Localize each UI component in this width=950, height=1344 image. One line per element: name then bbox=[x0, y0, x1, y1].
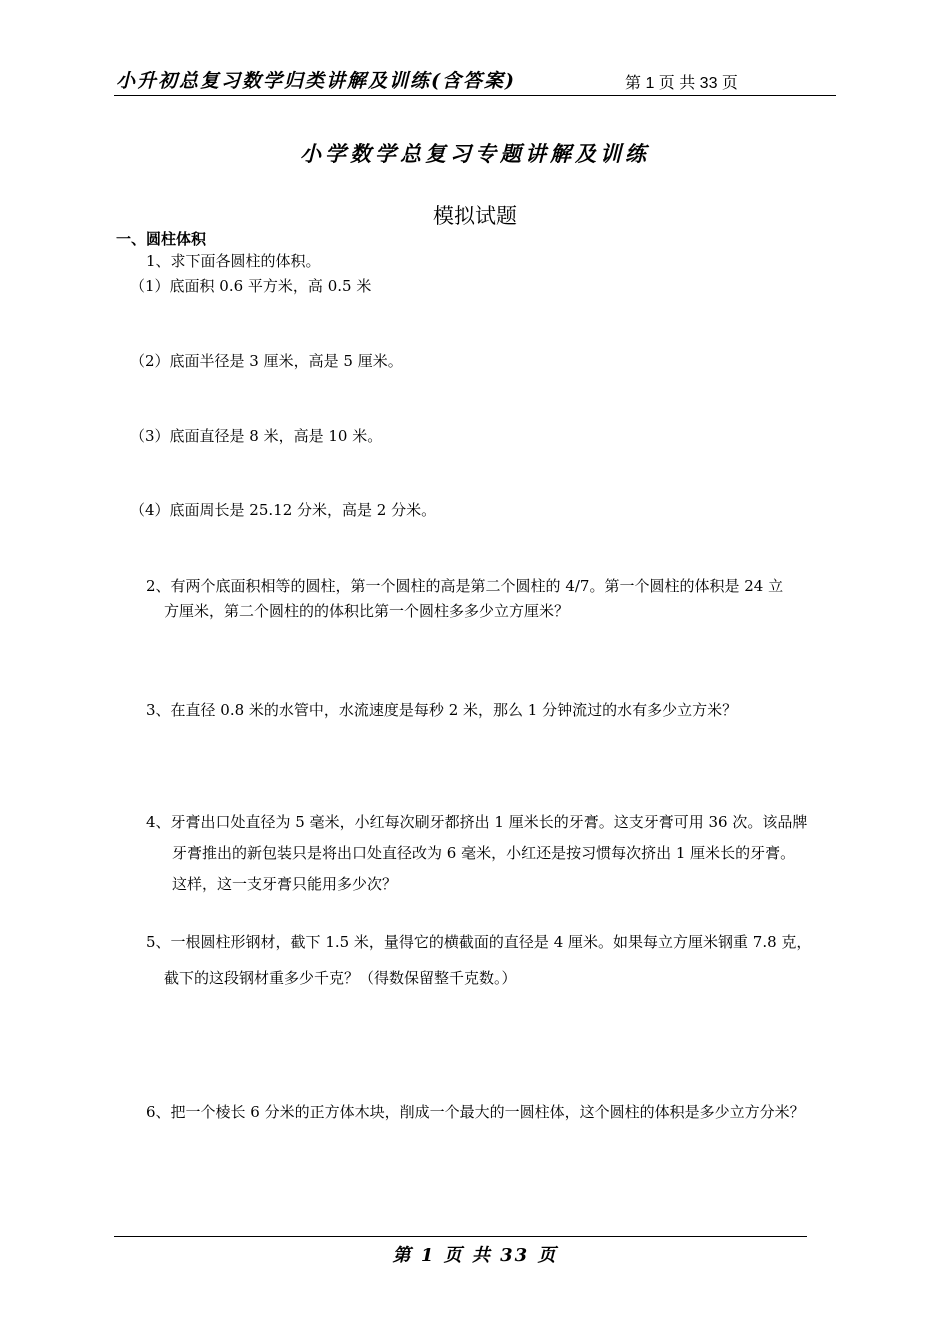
question-6: 6、把一个棱长 6 分米的正方体木块，削成一个最大的一圆柱体，这个圆柱的体积是多少立方分米？ bbox=[146, 1103, 805, 1121]
running-header-title: 小升初总复习数学归类讲解及训练(含答案) bbox=[116, 70, 516, 92]
document-subtitle: 模拟试题 bbox=[433, 205, 517, 228]
question-1-part-3: （3）底面直径是 8 米，高是 10 米。 bbox=[130, 427, 383, 445]
question-1-part-2: （2）底面半径是 3 厘米，高是 5 厘米。 bbox=[130, 352, 403, 370]
question-5-line-2: 截下的这段钢材重多少千克？（得数保留整千克数。） bbox=[164, 969, 517, 987]
question-1-part-4: （4）底面周长是 25.12 分米，高是 2 分米。 bbox=[130, 501, 437, 519]
question-2-line-1: 2、有两个底面积相等的圆柱，第一个圆柱的高是第二个圆柱的 4/7。第一个圆柱的体积是 24 立 bbox=[146, 577, 784, 595]
running-header-page-number: 第 1 页 共 33 页 bbox=[625, 75, 738, 92]
footer-divider bbox=[114, 1236, 807, 1237]
header-divider bbox=[114, 95, 836, 96]
document-title: 小学数学总复习专题讲解及训练 bbox=[300, 141, 650, 166]
question-4-line-3: 这样，这一支牙膏只能用多少次？ bbox=[172, 875, 398, 893]
question-5-line-1: 5、一根圆柱形钢材，截下 1.5 米，量得它的横截面的直径是 4 厘米。如果每立方厘米钢重 7.8 克， bbox=[146, 933, 812, 951]
question-4-line-2: 牙膏推出的新包装只是将出口处直径改为 6 毫米，小红还是按习惯每次挤出 1 厘米长的牙膏。 bbox=[172, 844, 796, 862]
section-heading: 一、圆柱体积 bbox=[116, 231, 207, 248]
footer-page-number: 第 1 页 共 33 页 bbox=[392, 1245, 558, 1266]
question-4-line-1: 4、牙膏出口处直径为 5 毫米，小红每次刷牙都挤出 1 厘米长的牙膏。这支牙膏可用 36 次。该品牌 bbox=[146, 813, 808, 831]
question-1-part-1: （1）底面积 0.6 平方米，高 0.5 米 bbox=[130, 277, 372, 295]
question-2-line-2: 方厘米，第二个圆柱的的体积比第一个圆柱多多少立方厘米？ bbox=[164, 602, 570, 620]
question-3: 3、在直径 0.8 米的水管中，水流速度是每秒 2 米，那么 1 分钟流过的水有多少立方米？ bbox=[146, 701, 738, 719]
question-1-intro: 1、求下面各圆柱的体积。 bbox=[146, 252, 321, 270]
